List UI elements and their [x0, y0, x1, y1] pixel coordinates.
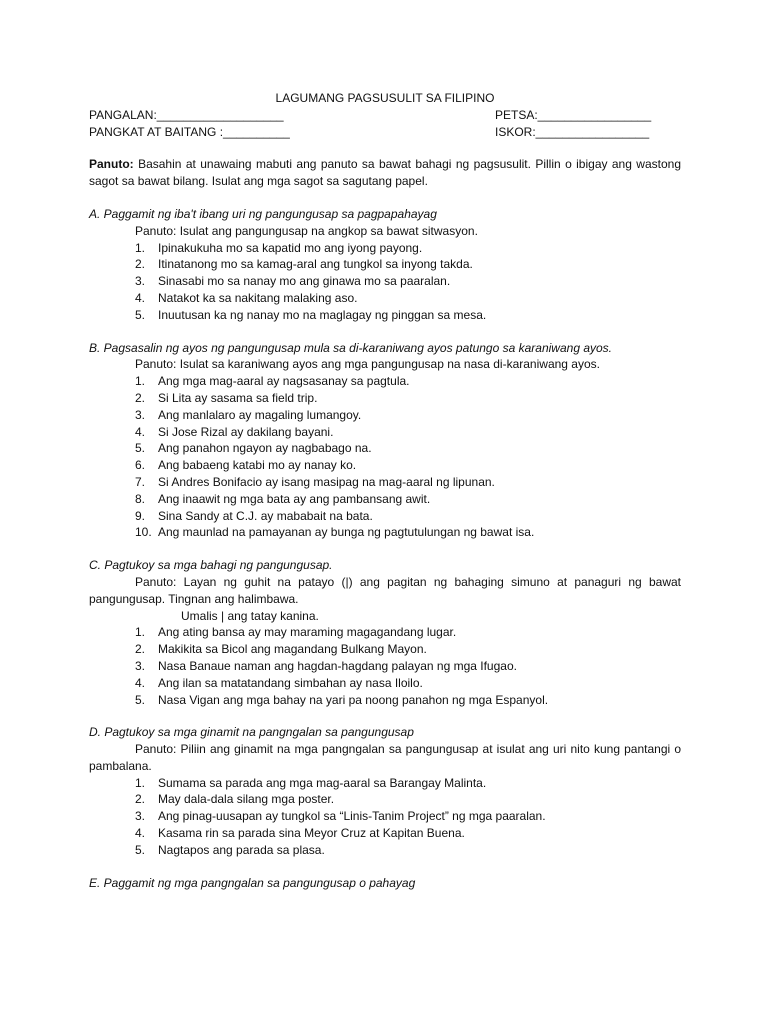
pangalan-field: PANGALAN:___________________	[89, 107, 284, 122]
header-row-2	[89, 124, 681, 141]
list-item	[135, 808, 681, 825]
section-a-instructions: Panuto: Isulat ang pangungusap na angkop sa bawat sitwasyon.	[135, 223, 478, 238]
section-c-instructions-text: Layan ng guhit na patayo (|) ang pagitan ng bahaging simuno at panaguri ng bawat pangungusap. Tingnan ang halimbawa.	[89, 574, 681, 606]
item-number: 2.	[135, 792, 146, 807]
list-item	[135, 524, 681, 541]
list-item	[135, 624, 681, 641]
item-text: Si Lita ay sasama sa field trip.	[158, 390, 318, 405]
item-text: Makikita sa Bicol ang magandang Bulkang Mayon.	[158, 642, 427, 657]
item-number: 5.	[135, 842, 146, 857]
list-item	[135, 508, 681, 525]
section-d-instructions-text: Piliin ang ginamit na mga pangngalan sa pangungusap at isulat ang uri nito kung pantangi o pambalana.	[89, 742, 681, 773]
list-item	[135, 491, 681, 508]
item-number: 4.	[135, 675, 146, 690]
section-d-list	[89, 775, 681, 859]
list-item	[135, 407, 681, 424]
section-b-instructions: Panuto: Isulat sa karaniwang ayos ang mga pangungusap na nasa di-karaniwang ayos.	[135, 357, 600, 372]
item-text: Ang ating bansa ay may maraming magagandang lugar.	[158, 625, 457, 640]
list-item	[135, 290, 681, 307]
section-e-title: E. Paggamit ng mga pangngalan sa pangungusap o pahayag	[89, 875, 416, 890]
item-text: Ang maunlad na pamayanan ay bunga ng pagtutulungan ng bawat isa.	[158, 525, 535, 540]
item-number: 3.	[135, 274, 146, 289]
main-instructions-label: Panuto:	[89, 157, 134, 172]
item-number: 1.	[135, 625, 146, 640]
item-number: 8.	[135, 491, 146, 506]
section-a-list	[89, 240, 681, 324]
item-number: 2.	[135, 390, 146, 405]
list-item	[135, 240, 681, 257]
main-instructions-text: Basahin at unawaing mabuti ang panuto sa bawat bahagi ng pagsusulit. Pillin o ibigay ang wastong sagot sa bawat bilang. Isulat ang mga sagot sa sagutang papel.	[89, 157, 681, 189]
item-number: 4.	[135, 290, 146, 305]
item-text: May dala-dala silang mga poster.	[158, 792, 335, 807]
item-number: 5.	[135, 441, 146, 456]
list-item	[135, 457, 681, 474]
item-number: 1.	[135, 374, 146, 389]
item-text: Natakot ka sa nakitang malaking aso.	[158, 290, 358, 305]
item-text: Inuutusan ka ng nanay mo na maglagay ng pinggan sa mesa.	[158, 307, 487, 322]
petsa-field: PETSA:_________________	[495, 107, 652, 122]
item-text: Ang inaawit ng mga bata ay ang pambansang awit.	[158, 491, 431, 506]
item-number: 4.	[135, 826, 146, 841]
list-item	[135, 373, 681, 390]
list-item	[135, 692, 681, 709]
pangkat-field: PANGKAT AT BAITANG :__________	[89, 124, 290, 139]
item-text: Si Andres Bonifacio ay isang masipag na mag-aaral ng lipunan.	[158, 474, 495, 489]
item-number: 9.	[135, 508, 146, 523]
worksheet-content	[89, 90, 681, 891]
item-number: 7.	[135, 474, 146, 489]
item-text: Itinatanong mo sa kamag-aral ang tungkol sa inyong takda.	[158, 257, 473, 272]
item-text: Nagtapos ang parada sa plasa.	[158, 842, 325, 857]
section-d-instructions	[89, 741, 681, 775]
item-number: 1.	[135, 775, 146, 790]
section-d-title: D. Pagtukoy sa mga ginamit na pangngalan sa pangungusap	[89, 725, 414, 740]
item-number: 6.	[135, 458, 146, 473]
item-number: 3.	[135, 658, 146, 673]
item-number: 3.	[135, 407, 146, 422]
item-text: Ang panahon ngayon ay nagbabago na.	[158, 441, 372, 456]
list-item	[135, 791, 681, 808]
section-b-list	[89, 373, 681, 541]
item-text: Ipinakukuha mo sa kapatid mo ang iyong payong.	[158, 240, 423, 255]
item-text: Si Jose Rizal ay dakilang bayani.	[158, 424, 334, 439]
item-number: 2.	[135, 642, 146, 657]
item-text: Ang babaeng katabi mo ay nanay ko.	[158, 458, 357, 473]
item-number: 3.	[135, 809, 146, 824]
list-item	[135, 474, 681, 491]
item-number: 4.	[135, 424, 146, 439]
item-text: Nasa Banaue naman ang hagdan-hagdang palayan ng mga Ifugao.	[158, 658, 517, 673]
section-c-list	[89, 624, 681, 708]
iskor-field: ISKOR:_________________	[495, 124, 650, 139]
item-text: Ang ilan sa matatandang simbahan ay nasa Iloilo.	[158, 675, 423, 690]
list-item	[135, 658, 681, 675]
item-text: Kasama rin sa parada sina Meyor Cruz at Kapitan Buena.	[158, 826, 465, 841]
item-text: Ang pinag-uusapan ay tungkol sa “Linis-Tanim Project” ng mga paaralan.	[158, 809, 546, 824]
list-item	[135, 440, 681, 457]
list-item	[135, 675, 681, 692]
list-item	[135, 390, 681, 407]
list-item	[135, 641, 681, 658]
list-item	[135, 256, 681, 273]
section-c-instructions-label: Panuto:	[135, 574, 177, 589]
item-number: 5.	[135, 692, 146, 707]
list-item	[135, 307, 681, 324]
item-text: Nasa Vigan ang mga bahay na yari pa noong panahon ng mga Espanyol.	[158, 692, 549, 707]
list-item	[135, 842, 681, 859]
list-item	[135, 775, 681, 792]
section-d-instructions-label: Panuto:	[135, 742, 177, 757]
item-text: Sumama sa parada ang mga mag-aaral sa Barangay Malinta.	[158, 775, 487, 790]
item-number: 5.	[135, 307, 146, 322]
item-text: Ang mga mag-aaral ay nagsasanay sa pagtula.	[158, 374, 410, 389]
list-item	[135, 825, 681, 842]
list-item	[135, 424, 681, 441]
item-number: 1.	[135, 240, 146, 255]
item-number: 10.	[135, 525, 152, 540]
section-a-title: A. Paggamit ng iba't ibang uri ng pangungusap sa pagpapahayag	[89, 206, 437, 221]
item-text: Ang manlalaro ay magaling lumangoy.	[158, 407, 362, 422]
section-c-instructions	[89, 574, 681, 608]
list-item	[135, 273, 681, 290]
item-number: 2.	[135, 257, 146, 272]
section-c-title: C. Pagtukoy sa mga bahagi ng pangungusap.	[89, 558, 333, 573]
item-text: Sina Sandy at C.J. ay mababait na bata.	[158, 508, 373, 523]
item-text: Sinasabi mo sa nanay mo ang ginawa mo sa paaralan.	[158, 274, 451, 289]
main-instructions	[89, 156, 681, 190]
section-b-title: B. Pagsasalin ng ayos ng pangungusap mula sa di-karaniwang ayos patungo sa karaniwang ayos.	[89, 340, 613, 355]
section-c-example: Umalis | ang tatay kanina.	[181, 608, 319, 623]
document-title: LAGUMANG PAGSUSULIT SA FILIPINO	[275, 91, 495, 105]
header-row-1	[89, 107, 681, 124]
